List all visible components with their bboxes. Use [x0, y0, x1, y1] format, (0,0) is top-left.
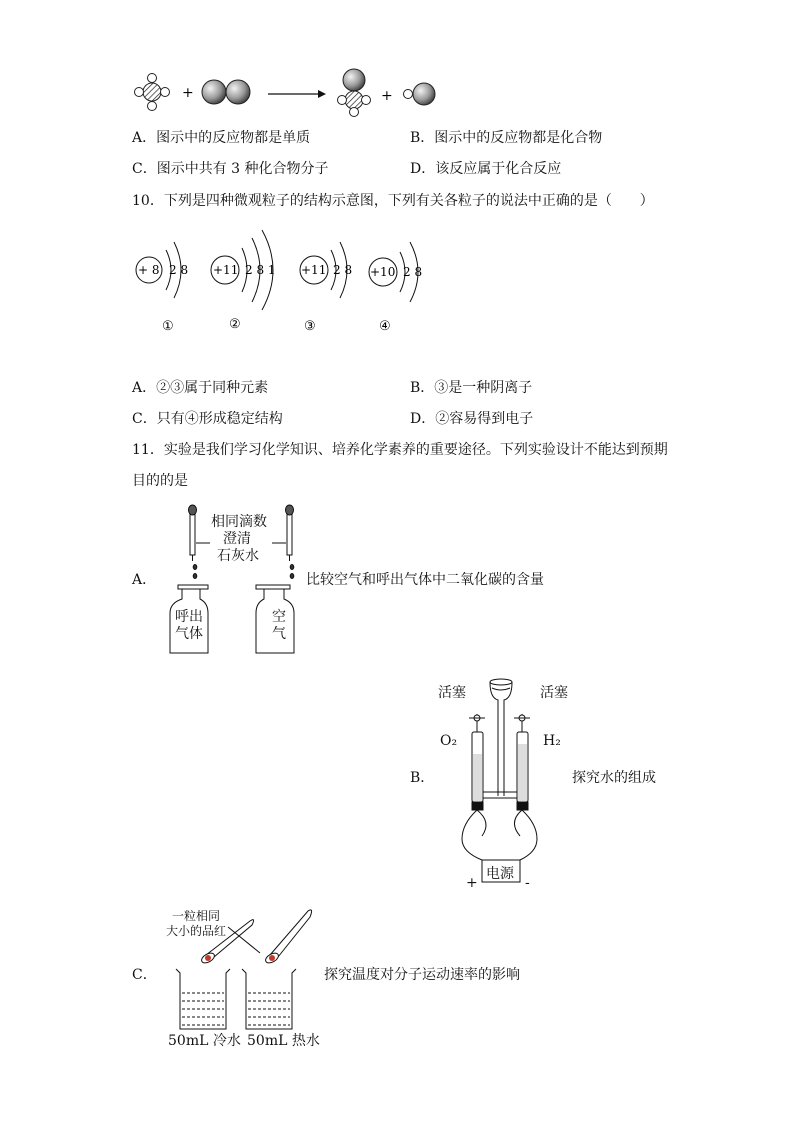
q11-stem-line1: 11．实验是我们学习化学知识、培养化学素养的重要途径。下列实验设计不能达到预期	[132, 442, 668, 458]
q11-option-a-caption: 比较空气和呼出气体中二氧化碳的含量	[306, 572, 544, 588]
particle-4-shells: 2 8	[403, 265, 423, 279]
reactant-molecule-1	[135, 74, 170, 111]
q9-option-c[interactable]: C．图示中共有 3 种化合物分子	[132, 161, 329, 177]
particle-3-shells: 2 8	[333, 263, 353, 277]
cold-water-label: 50mL 冷水	[168, 1033, 241, 1049]
power-plus-label: +	[466, 875, 478, 891]
power-minus-label: -	[525, 875, 530, 891]
particle-3-label: ③	[304, 319, 316, 334]
bottle-exhaled-label-1: 呼出	[175, 609, 203, 625]
particle-3-nucleus: +11	[301, 263, 327, 277]
product-molecule-2	[404, 83, 436, 105]
particle-4-label: ④	[379, 319, 391, 334]
limewater-label-2: 澄清	[223, 531, 251, 547]
q11-option-a-letter[interactable]: A．	[132, 572, 157, 588]
q11-option-b-caption: 探究水的组成	[572, 770, 656, 786]
reaction-arrow	[268, 90, 326, 98]
hot-water-label: 50mL 热水	[247, 1033, 320, 1049]
limewater-label-3: 石灰水	[217, 548, 259, 564]
bottle-air-label-1: 空	[272, 609, 286, 625]
stopcock-left-label: 活塞	[438, 685, 466, 701]
q11-option-c-caption: 探究温度对分子运动速率的影响	[324, 967, 520, 983]
q10-stem: 10．下列是四种微观粒子的结构示意图，下列有关各粒子的说法中正确的是（ ）	[132, 193, 654, 209]
q11-option-b-letter[interactable]: B．	[410, 770, 435, 786]
q10-option-b[interactable]: B．③是一种阴离子	[410, 380, 533, 396]
dye-note-2: 大小的品红	[166, 924, 227, 938]
reaction-diagram	[130, 66, 450, 120]
q9-option-a[interactable]: A．图示中的反应物都是单质	[132, 130, 311, 146]
particle-1-nucleus: + 8	[138, 263, 160, 277]
plus-sign: +	[182, 85, 194, 101]
stopcock-right-label: 活塞	[540, 685, 568, 701]
q10-option-d[interactable]: D．②容易得到电子	[410, 411, 534, 427]
q9-option-d[interactable]: D．该反应属于化合反应	[410, 161, 562, 177]
particle-2-shells: 2 8 1	[245, 263, 276, 277]
particle-2-label: ②	[229, 317, 241, 332]
plus-sign: +	[381, 88, 393, 104]
particle-2-nucleus: +11	[213, 263, 239, 277]
q11-option-c-letter[interactable]: C．	[132, 967, 157, 983]
power-supply-label: 电源	[486, 866, 514, 882]
bottle-air-label-2: 气	[272, 626, 286, 642]
limewater-label-1: 相同滴数	[211, 514, 267, 530]
oxygen-label: O₂	[440, 733, 458, 749]
particle-4-nucleus: +10	[370, 265, 396, 279]
q9-option-b[interactable]: B．图示中的反应物都是化合物	[410, 130, 603, 146]
product-molecule-1	[338, 69, 371, 117]
hydrogen-label: H₂	[543, 733, 561, 749]
particle-1-shells: 2 8	[169, 263, 189, 277]
particle-structure-diagrams	[128, 220, 438, 340]
q11-stem-line2: 目的的是	[132, 473, 188, 489]
q10-option-a[interactable]: A．②③属于同种元素	[132, 380, 269, 396]
electrolysis-apparatus-diagram	[432, 674, 572, 892]
reactant-molecule-2	[202, 80, 250, 104]
particle-1-label: ①	[162, 319, 174, 334]
dye-note-1: 一粒相同	[172, 909, 221, 923]
bottle-exhaled-label-2: 气体	[175, 626, 203, 642]
q10-option-c[interactable]: C．只有④形成稳定结构	[132, 411, 283, 427]
